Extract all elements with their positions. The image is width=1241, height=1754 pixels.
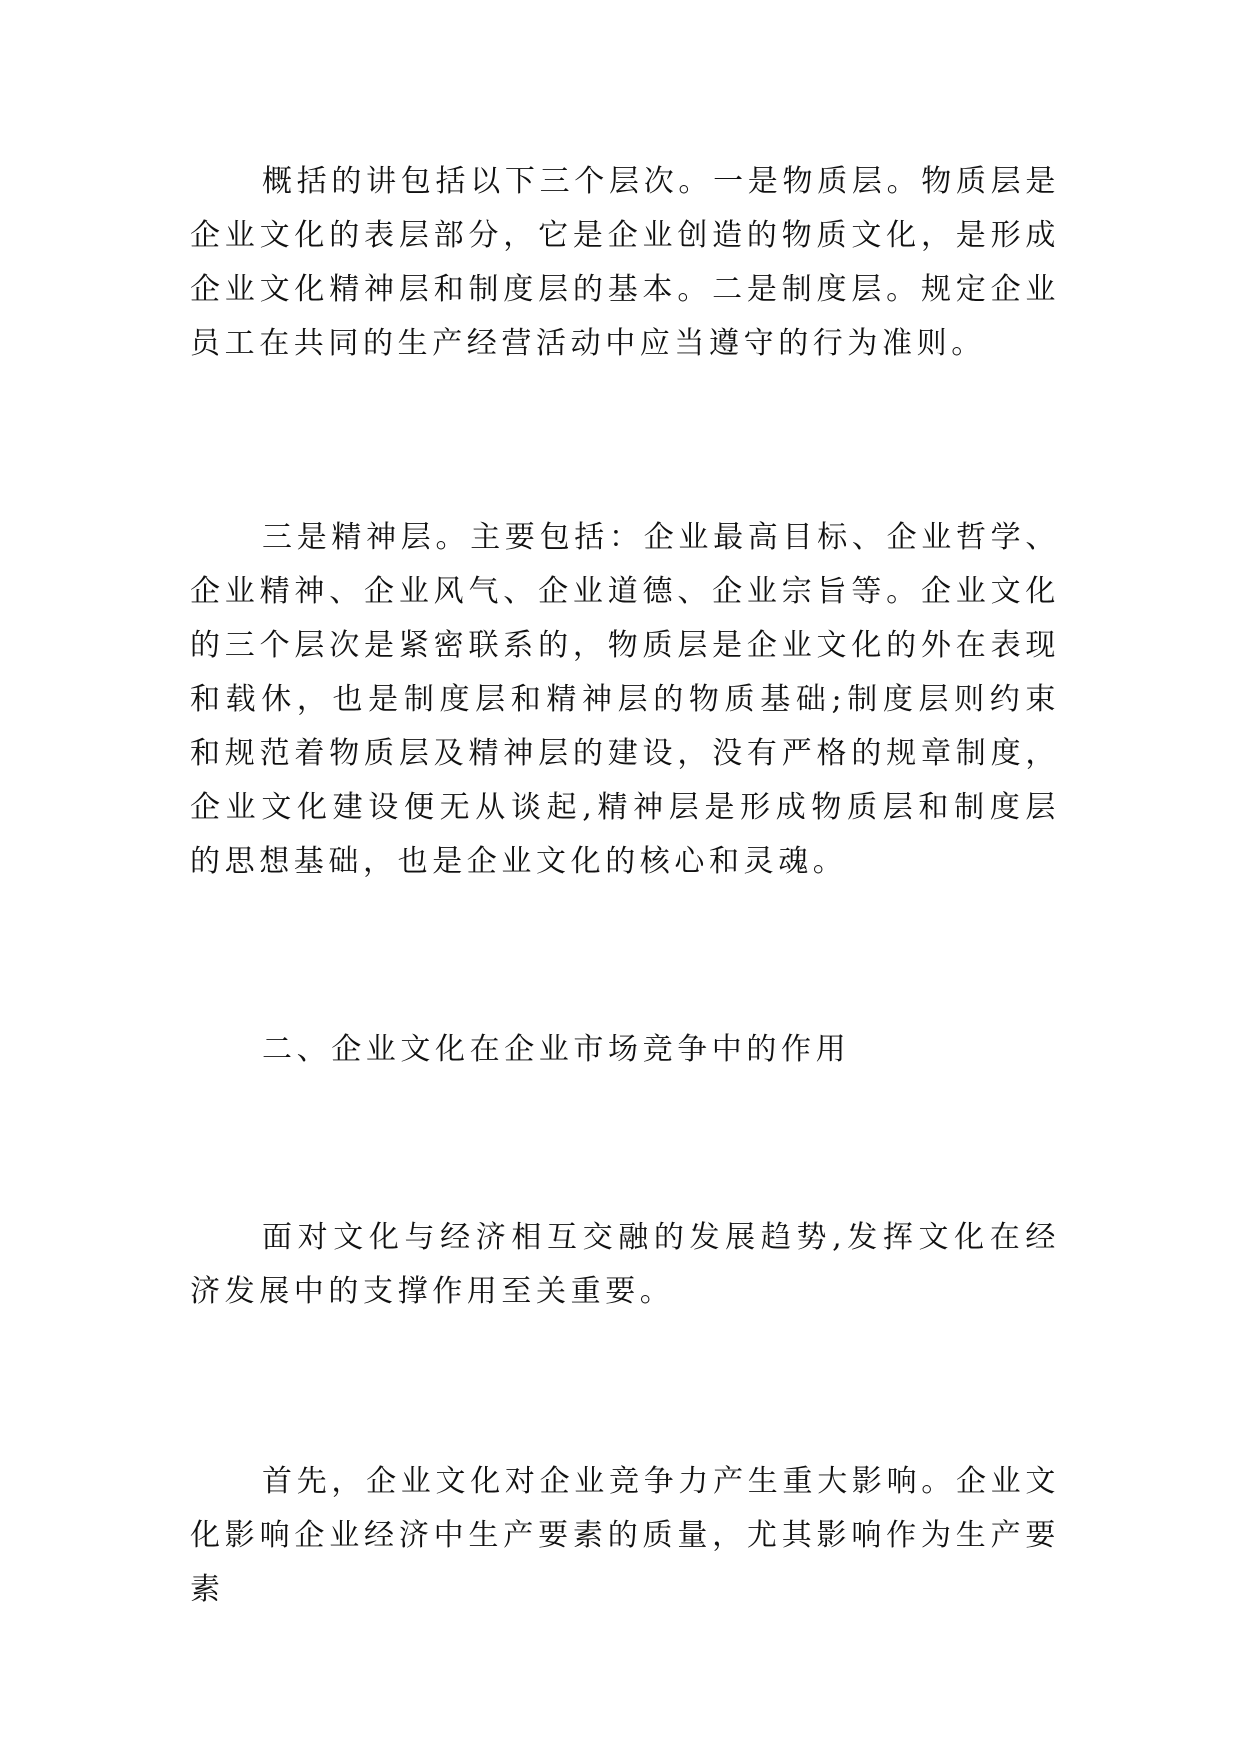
paragraph-culture-layers: 概括的讲包括以下三个层次。一是物质层。物质层是企业文化的表层部分，它是企业创造的物质文化，是形成企业文化精神层和制度层的基本。二是制度层。规定企业员工在共同的生产经营活动中应当遵守的行为准则。 — [190, 164, 1060, 361]
paragraph-competitiveness: 首先，企业文化对企业竞争力产生重大影响。企业文化影响企业经济中生产要素的质量，尤其影响作为生产要素 — [190, 1464, 1060, 1607]
document-body — [190, 155, 1060, 1617]
paragraph-culture-economy: 面对文化与经济相互交融的发展趋势,发挥文化在经济发展中的支撑作用至关重要。 — [190, 1220, 1060, 1309]
section-heading: 二、企业文化在企业市场竞争中的作用 — [262, 1032, 851, 1067]
paragraph-spiritual-layer: 三是精神层。主要包括：企业最高目标、企业哲学、企业精神、企业风气、企业道德、企业宗旨等。企业文化的三个层次是紧密联系的，物质层是企业文化的外在表现和载休，也是制度层和精神层的物质基础;制度层则约束和规范着物质层及精神层的建设，没有严格的规章制度，企业文化建设便无从谈起,精神层是形成物质层和制度层的思想基础，也是企业文化的核心和灵魂。 — [190, 520, 1060, 879]
